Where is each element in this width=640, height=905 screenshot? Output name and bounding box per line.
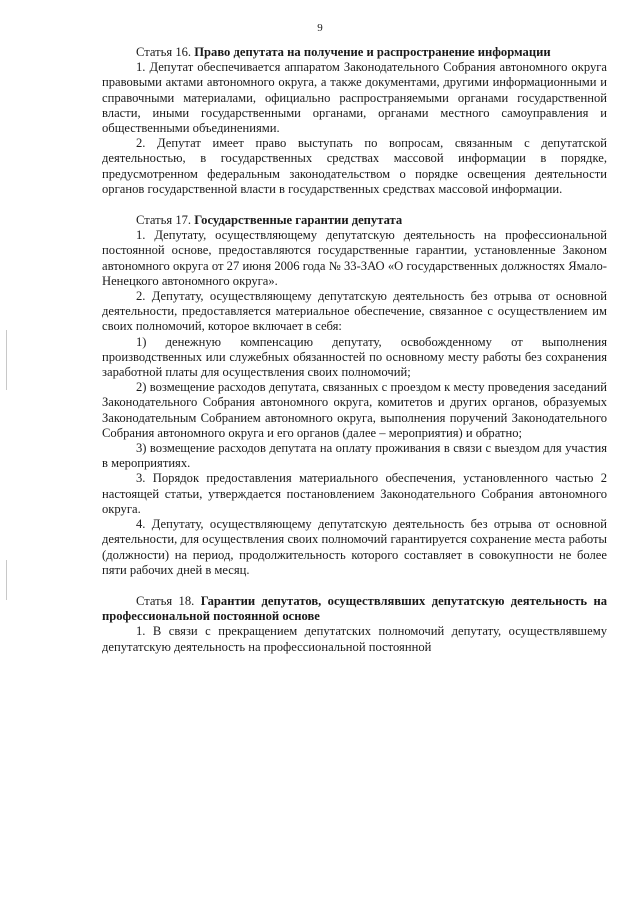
scan-artifact [6, 560, 7, 600]
article-title: Гарантии депутатов, осуществлявших депутатскую деятельность на профессиональной постоянной основе [102, 593, 607, 624]
article-16-heading [102, 45, 607, 60]
paragraph: 1. Депутату, осуществляющему депутатскую деятельность на профессиональной постоянной основе, предоставляются государственные гарантии, установленные Законом автономного округа от 27 июня 2006 года № 33-ЗАО «О государственных должностях Ямало-Ненецкого автономного округа». [102, 228, 607, 288]
article-label: Статья 16. [136, 45, 192, 59]
paragraph: 1) денежную компенсацию депутату, освобожденному от выполнения производственных или служебных обязанностей по основному месту работы без сохранения заработной платы для осуществления своих полномочий; [102, 334, 607, 380]
paragraph: 2. Депутату, осуществляющему депутатскую деятельность без отрыва от основной деятельности, предоставляется материальное обеспечение, связанное с осуществлением им своих полномочий, которое включает в себя: [102, 289, 607, 334]
article-title: Право депутата на получение и распространение информации [194, 45, 551, 59]
document-body [102, 45, 607, 655]
paragraph: 3) возмещение расходов депутата на оплату проживания в связи с выездом для участия в мероприятиях. [102, 441, 607, 471]
article-label: Статья 18. [136, 593, 195, 608]
paragraph: 4. Депутату, осуществляющему депутатскую деятельность без отрыва от основной деятельности, для осуществления своих полномочий гарантируется сохранение места работы (должности) на период, продолжительность которого составляет в совокупности не более пяти рабочих дней в месяц. [102, 517, 607, 577]
article-18-heading [102, 594, 607, 624]
paragraph: 3. Порядок предоставления материального обеспечения, установленного частью 2 настоящей статьи, утверждается постановлением Законодательного Собрания автономного округа. [102, 471, 607, 516]
article-17-heading [102, 213, 607, 228]
scan-artifact [6, 330, 7, 390]
paragraph: 1. В связи с прекращением депутатских полномочий депутату, осуществлявшему депутатскую деятельность на профессиональной постоянной [102, 624, 607, 654]
paragraph: 1. Депутат обеспечивается аппаратом Законодательного Собрания автономного округа правовыми актами автономного округа, а также документами, другими информационными и справочными материалами, официально распространяемыми органами государственной власти, иными государственными органами, органами местного самоуправления и общественными объединениями. [102, 60, 607, 136]
page-number: 9 [317, 22, 323, 34]
paragraph: 2) возмещение расходов депутата, связанных с проездом к месту проведения заседаний Законодательного Собрания автономного округа, комитетов и других органов, образуемых Законодательным Собранием автономного округа, выполнения поручений Законодательного Собрания автономного округа и его органов (далее – мероприятия) и обратно; [102, 380, 607, 440]
article-title: Государственные гарантии депутата [194, 213, 403, 228]
article-label: Статья 17. [136, 213, 192, 228]
paragraph: 2. Депутат имеет право выступать по вопросам, связанным с депутатской деятельностью, в государственных средствах массовой информации в порядке, предусмотренном федеральным законодательством о порядке освещения деятельности органов государственной власти в государственных средствах массовой информации. [102, 136, 607, 196]
